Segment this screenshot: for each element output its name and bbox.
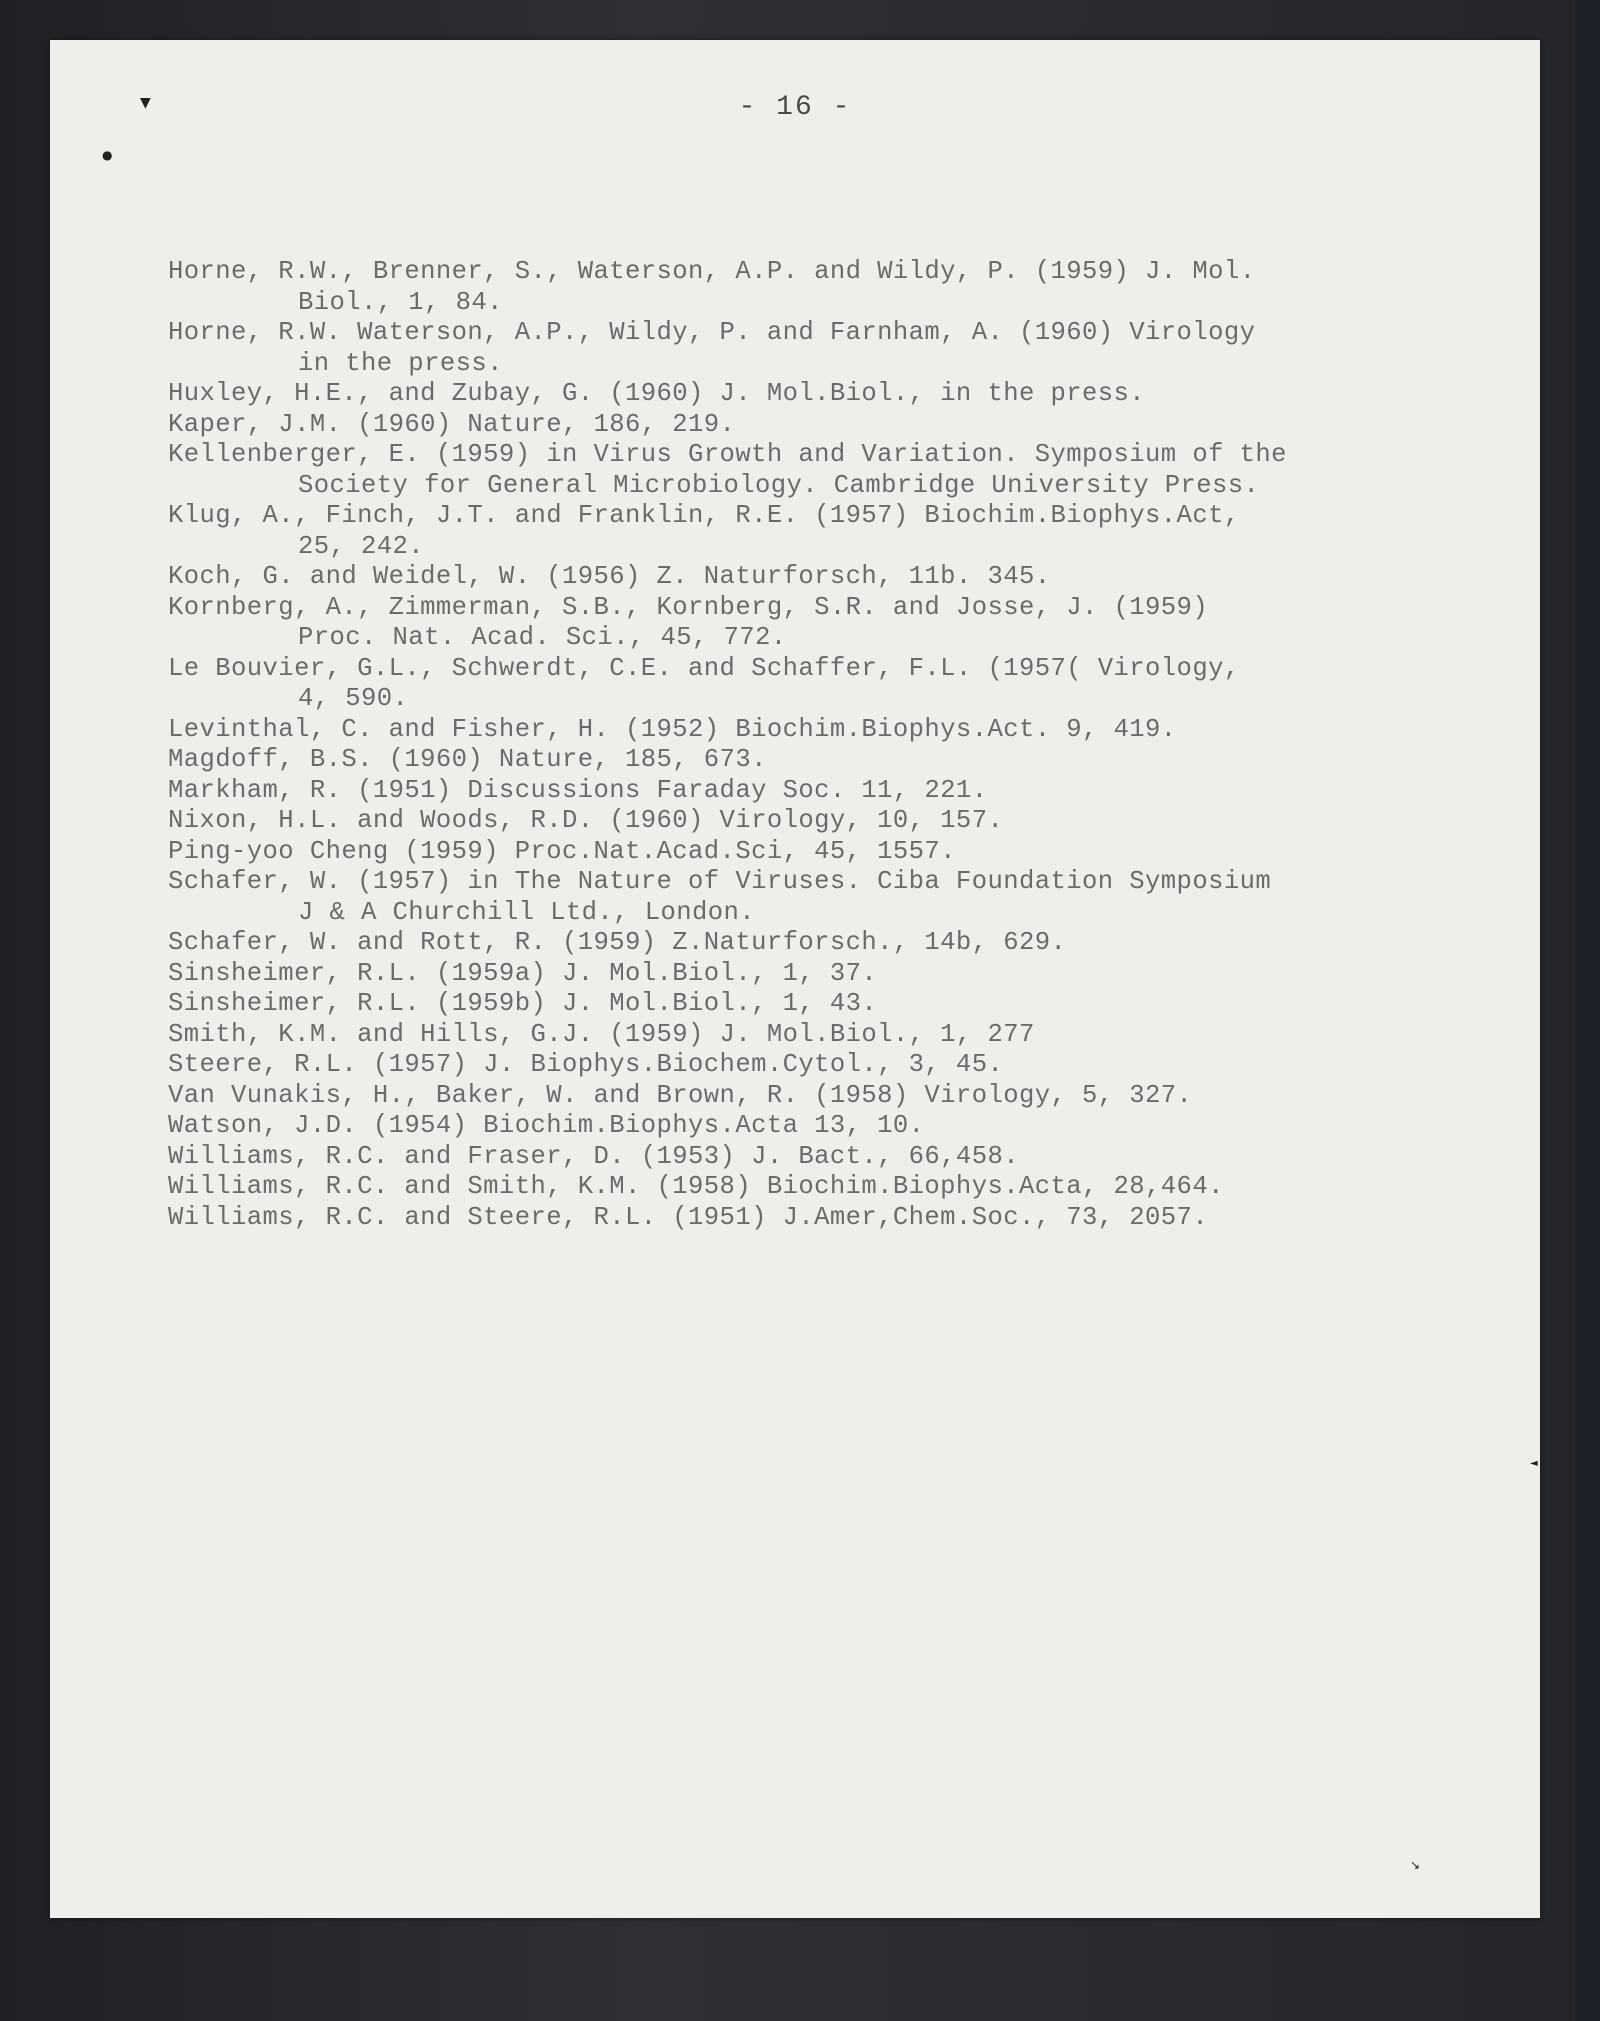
edge-tick-mark: ◄ [1530, 1458, 1538, 1469]
reference-text: Markham, R. (1951) Discussions Faraday Soc. 11, 221. [168, 775, 988, 805]
reference-text: Smith, K.M. and Hills, G.J. (1959) J. Mol.Biol., 1, 277 [168, 1019, 1035, 1049]
reference-entry [168, 501, 1488, 562]
reference-entry [168, 1020, 1488, 1051]
reference-entry [168, 1050, 1488, 1081]
reference-text: Williams, R.C. and Steere, R.L. (1951) J.Amer,Chem.Soc., 73, 2057. [168, 1202, 1209, 1232]
reference-text: Kaper, J.M. (1960) Nature, 186, 219. [168, 409, 736, 439]
reference-text: Kornberg, A., Zimmerman, S.B., Kornberg, S.R. and Josse, J. (1959) [168, 592, 1209, 622]
reference-continuation: 25, 242. [298, 531, 425, 561]
reference-entry [168, 1081, 1488, 1112]
reference-entry [168, 959, 1488, 990]
reference-text: Ping-yoo Cheng (1959) Proc.Nat.Acad.Sci, 45, 1557. [168, 836, 956, 866]
reference-text: Kellenberger, E. (1959) in Virus Growth and Variation. Symposium of the [168, 440, 1287, 469]
reference-entry [168, 257, 1488, 318]
reference-entry [168, 776, 1488, 807]
reference-entry [168, 410, 1488, 441]
reference-entry [168, 745, 1488, 776]
reference-entry [168, 837, 1488, 868]
reference-text: Sinsheimer, R.L. (1959b) J. Mol.Biol., 1, 43. [168, 989, 878, 1018]
reference-entry [168, 1203, 1488, 1234]
reference-text: Williams, R.C. and Smith, K.M. (1958) Biochim.Biophys.Acta, 28,464. [168, 1172, 1224, 1201]
reference-text: Koch, G. and Weidel, W. (1956) Z. Naturforsch, 11b. 345. [168, 562, 1051, 591]
reference-continuation: 4, 590. [298, 684, 409, 713]
reference-text: Van Vunakis, H., Baker, W. and Brown, R. (1958) Virology, 5, 327. [168, 1080, 1193, 1110]
reference-continuation: Biol., 1, 84. [298, 287, 503, 317]
reference-entry [168, 562, 1488, 593]
reference-text: Steere, R.L. (1957) J. Biophys.Biochem.Cytol., 3, 45. [168, 1050, 1004, 1079]
document-page [50, 40, 1540, 1918]
reference-entry [168, 593, 1488, 654]
reference-entry [168, 654, 1488, 715]
reference-text: Watson, J.D. (1954) Biochim.Biophys.Acta 13, 10. [168, 1111, 925, 1140]
reference-entry [168, 1172, 1488, 1203]
reference-entry [168, 989, 1488, 1020]
reference-text: Nixon, H.L. and Woods, R.D. (1960) Virology, 10, 157. [168, 806, 1004, 835]
corner-tick-mark: ↘ [1410, 1858, 1421, 1872]
reference-text: Klug, A., Finch, J.T. and Franklin, R.E. (1957) Biochim.Biophys.Act, [168, 501, 1240, 530]
page-number: - 16 - [738, 92, 852, 123]
reference-text: Sinsheimer, R.L. (1959a) J. Mol.Biol., 1, 37. [168, 958, 878, 988]
reference-text: Horne, R.W. Waterson, A.P., Wildy, P. and Farnham, A. (1960) Virology [168, 318, 1256, 347]
reference-entry [168, 318, 1488, 379]
reference-entry [168, 715, 1488, 746]
ink-dot-mark: ● [102, 148, 113, 162]
reference-continuation: in the press. [298, 348, 503, 378]
reference-continuation: Proc. Nat. Acad. Sci., 45, 772. [298, 623, 787, 652]
scan-edge-strip [1575, 0, 1600, 2021]
reference-entry [168, 1111, 1488, 1142]
reference-entry [168, 1142, 1488, 1173]
reference-entry [168, 928, 1488, 959]
reference-entry [168, 379, 1488, 410]
reference-entry [168, 440, 1488, 501]
reference-continuation: J & A Churchill Ltd., London. [298, 897, 756, 927]
reference-text: Williams, R.C. and Fraser, D. (1953) J. Bact., 66,458. [168, 1141, 1019, 1171]
reference-text: Le Bouvier, G.L., Schwerdt, C.E. and Schaffer, F.L. (1957( Virology, [168, 653, 1240, 683]
reference-text: Huxley, H.E., and Zubay, G. (1960) J. Mol.Biol., in the press. [168, 379, 1146, 408]
reference-list [168, 257, 1488, 1233]
reference-text: Schafer, W. and Rott, R. (1959) Z.Naturforsch., 14b, 629. [168, 928, 1067, 957]
reference-text: Levinthal, C. and Fisher, H. (1952) Biochim.Biophys.Act. 9, 419. [168, 714, 1177, 744]
reference-continuation: Society for General Microbiology. Cambridge University Press. [298, 470, 1260, 500]
reference-text: Magdoff, B.S. (1960) Nature, 185, 673. [168, 745, 767, 774]
reference-text: Horne, R.W., Brenner, S., Waterson, A.P. and Wildy, P. (1959) J. Mol. [168, 257, 1256, 286]
reference-entry [168, 806, 1488, 837]
ink-speck-mark: ▼ [140, 95, 151, 111]
reference-text: Schafer, W. (1957) in The Nature of Viruses. Ciba Foundation Symposium [168, 867, 1272, 896]
reference-entry [168, 867, 1488, 928]
